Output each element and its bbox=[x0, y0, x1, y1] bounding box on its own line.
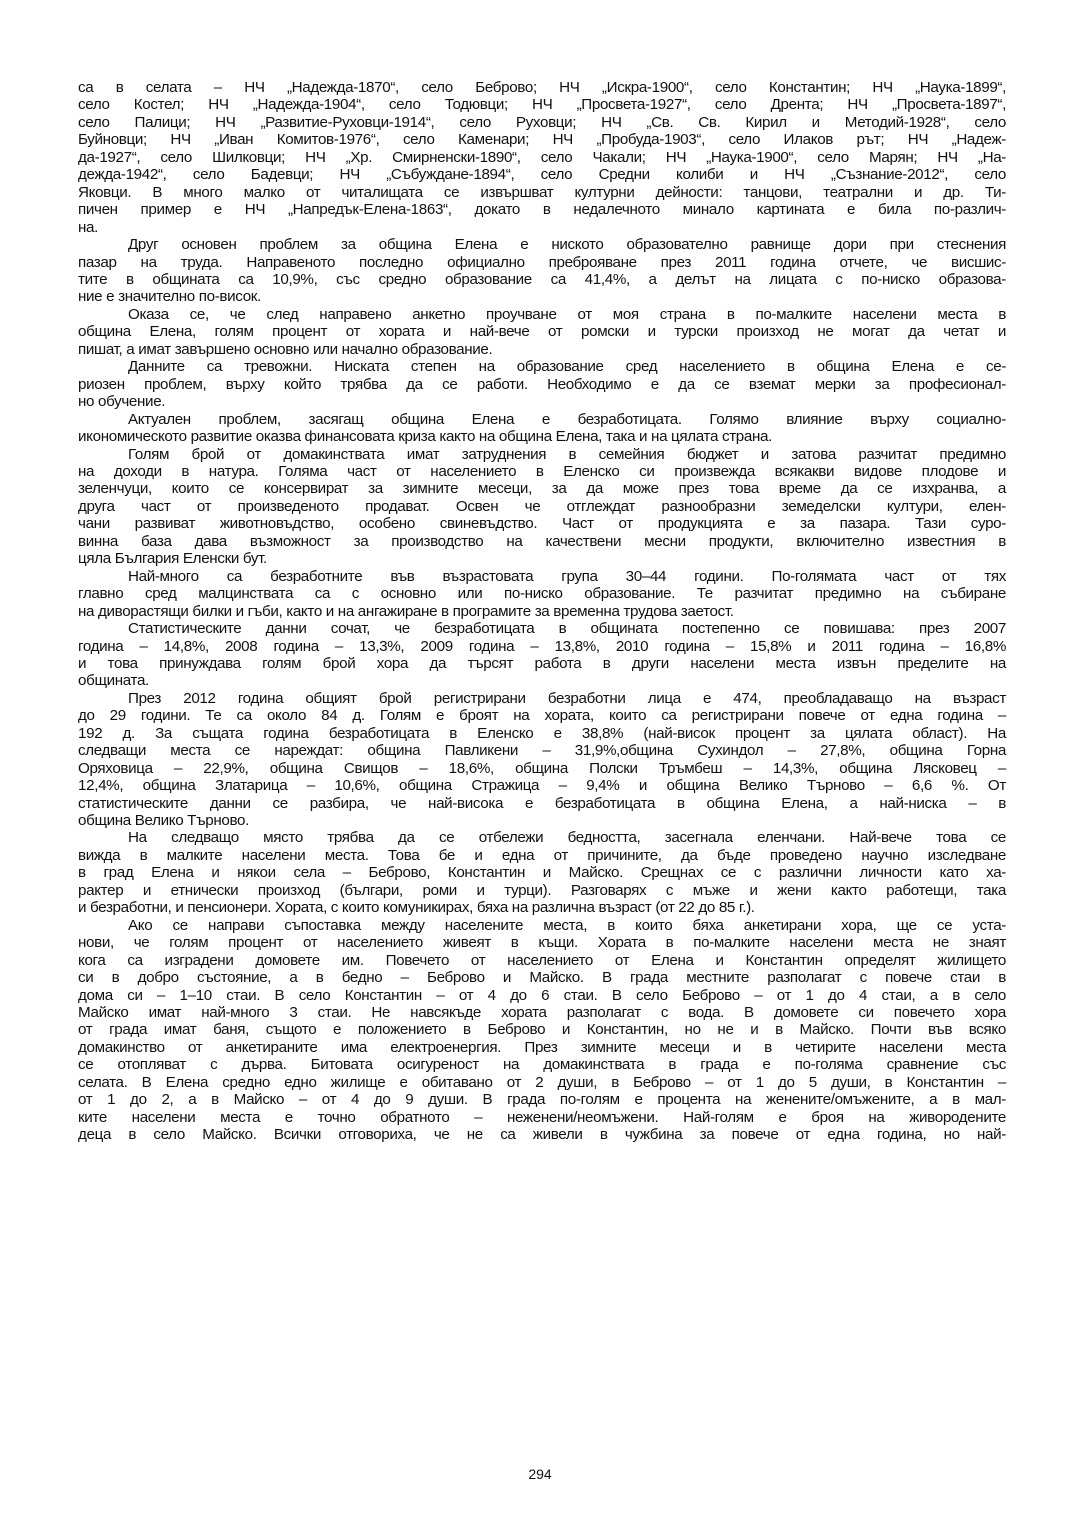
text-line: се отопляват с дърва. Битовата осигуреност на домакинствата в града е по-голяма сравнение със bbox=[78, 1056, 1006, 1074]
text-line: На следващо място трябва да се отбележи бедността, засегнала еленчани. Най-вече това се bbox=[128, 829, 1006, 847]
paragraph bbox=[78, 358, 1006, 410]
text-line: Оряховица – 22,9%, община Свищов – 18,6%, община Полски Тръмбеш – 14,3%, община Лясковец – bbox=[78, 759, 1006, 777]
text-line: но обучение. bbox=[78, 393, 166, 411]
text-line: пазар на труда. Направеното последно официално преброяване през 2011 година отчете, че висшис- bbox=[78, 253, 1006, 271]
text-line: на. bbox=[78, 218, 99, 236]
text-line: пишат, а имат завършено основно или начално образование. bbox=[78, 340, 493, 358]
text-line: Майско имат най-много 3 стаи. Не навсякъде хората разполагат с вода. В домовете си повечето хора bbox=[78, 1004, 1006, 1022]
text-line: дежда-1942“, село Бадевци; НЧ „Събуждане-1894“, село Средни колиби и НЧ „Съзнание-2012“, село bbox=[78, 166, 1006, 184]
paragraph bbox=[78, 620, 1006, 690]
text-line: следващи места се нареждат: община Павликени – 31,9%,община Сухиндол – 27,8%, община Горна bbox=[78, 742, 1006, 760]
text-line: Буйновци; НЧ „Иван Комитов-1976“, село Каменари; НЧ „Пробуда-1903“, село Илаков рът; НЧ „Надеж- bbox=[78, 131, 1006, 149]
text-line: 192 д. За същата година безработицата в Еленско е 38,8% (най-висок процент за цялата област). На bbox=[78, 724, 1006, 742]
text-line: ние е значително по-висок. bbox=[78, 288, 261, 306]
text-line: община Елена, голям процент от хората и най-вече от ромски и турски произход не могат да четат и bbox=[78, 323, 1006, 341]
page-number: 294 bbox=[528, 1466, 552, 1482]
text-line: Оказа се, че след направено анкетно проучване от моя страна в по-малките населени места в bbox=[128, 305, 1006, 323]
text-line: винна база дава възможност за производство на качествени месни продукти, включително известния в bbox=[78, 532, 1006, 550]
text-line: зеленчуци, които се консервират за зимните месеци, за да може през това време да се изхранва, а bbox=[78, 480, 1006, 498]
text-line: ките населени места е точно обратното – неженени/неомъжени. Най-голям е броя на живородените bbox=[78, 1108, 1006, 1126]
text-line: от 1 до 2, а в Майско – от 4 до 9 души. В града по-голям е процента на женените/омъжените, а в мал- bbox=[78, 1091, 1006, 1109]
text-line: пичен пример е НЧ „Напредък-Елена-1863“, докато в недалечното минало картината е била по-различ- bbox=[78, 201, 1006, 219]
text-line: Голям брой от домакинствата имат затруднения в семейния бюджет и затова разчитат предимно bbox=[128, 445, 1006, 463]
text-line: село Костел; НЧ „Надежда-1904“, село Тодювци; НЧ „Просвета-1927“, село Дрента; НЧ „Просвета-1897“, bbox=[78, 96, 1006, 114]
text-line: домакинство от анкетираните има електроенергия. През зимните месеци и в четирите населени места bbox=[78, 1038, 1006, 1056]
text-line: Друг основен проблем за община Елена е ниското образователно равнище дори при стеснения bbox=[128, 236, 1006, 254]
paragraph bbox=[78, 568, 1006, 620]
text-line: село Палици; НЧ „Развитие-Руховци-1914“, село Руховци; НЧ „Св. Св. Кирил и Методий-1928“, село bbox=[78, 113, 1006, 131]
text-line: година – 14,8%, 2008 година – 13,3%, 2009 година – 13,8%, 2010 година – 15,8% и 2011 година – 16,8% bbox=[78, 637, 1006, 655]
text-line: През 2012 година общият брой регистрирани безработни лица е 474, преобладаващо на възраст bbox=[128, 689, 1006, 707]
text-line: и безработни, и пенсионери. Хората, с които комуникирах, бяха на различна възраст (от 22 до 85 г.). bbox=[78, 899, 755, 917]
text-line: друга част от произведеното продават. Освен че отглеждат разнообразни земеделски култури, елен- bbox=[78, 497, 1006, 515]
text-line: дома си – 1–10 стаи. В село Константин – от 4 до 6 стаи. В село Беброво – от 1 до 4 стаи, а в село bbox=[78, 986, 1006, 1004]
paragraph bbox=[78, 917, 1006, 1144]
paragraph bbox=[78, 411, 1006, 446]
text-line: 12,4%, община Златарица – 10,6%, община Стражица – 9,4% и община Велико Търново – 6,6 %. От bbox=[78, 777, 1006, 795]
text-line: Ако се направи съпоставка между населените места, в които бяха анкетирани хора, ще се уста- bbox=[128, 916, 1006, 934]
text-line: нови, че голям процент от населението живеят в къщи. Хората в по-малките населени места не знаят bbox=[78, 934, 1006, 952]
text-line: в град Елена и някои села – Беброво, Константин и Майско. Срещнах се с различни личности като ха- bbox=[78, 864, 1006, 882]
text-line: са в селата – НЧ „Надежда-1870“, село Беброво; НЧ „Искра-1900“, село Константин; НЧ „Наука-1899“, bbox=[78, 79, 1006, 96]
text-line: главно сред малцинствата са с основно или по-ниско образование. Те разчитат предимно на събиране bbox=[78, 585, 1006, 603]
text-line: Най-много са безработните във възрастовата група 30–44 години. По-голямата част от тях bbox=[128, 567, 1006, 585]
text-line: до 29 години. Те са около 84 д. Голям е броят на хората, които са регистрирани повече от една година – bbox=[78, 707, 1006, 725]
text-line: от града имат баня, същото е положението в Беброво и Константин, но не и в Майско. Почти във всяко bbox=[78, 1021, 1006, 1039]
text-line: риозен проблем, върху който трябва да се работи. Необходимо е да се вземат мерки за професионал- bbox=[78, 375, 1006, 393]
text-line: Статистическите данни сочат, че безработицата в общината постепенно се повишава: през 2007 bbox=[128, 620, 1006, 638]
text-line: селата. В Елена средно едно жилище е обитавано от 2 души, в Беброво – от 1 до 5 души, в Константин – bbox=[78, 1073, 1006, 1091]
text-line: на доходи в натура. Голяма част от населението в Еленско си произвежда всякакви видове плодове и bbox=[78, 462, 1006, 480]
text-line: и това принуждава голям брой хора да търсят работа в други населени места извън пределите на bbox=[78, 654, 1006, 672]
text-line: рактер и етнически произход (българи, роми и турци). Разговарях с мъже и жени както работещи, така bbox=[78, 881, 1006, 899]
text-line: статистическите данни се разбира, че най-висока е безработицата в община Елена, а най-ниска – в bbox=[78, 794, 1006, 812]
paragraph bbox=[78, 236, 1006, 306]
text-line: цяла България Еленски бут. bbox=[78, 550, 267, 568]
text-line: да-1927“, село Шилковци; НЧ „Хр. Смирненски-1890“, село Чакали; НЧ „Наука-1900“, село Марян; НЧ „На- bbox=[78, 148, 1006, 166]
paragraph bbox=[78, 79, 1006, 236]
text-line: Актуален проблем, засягащ община Елена е безработицата. Голямо влияние върху социално- bbox=[128, 410, 1006, 428]
text-line: си в добро състояние, а в бедно – Беброво и Майско. В града местните разполагат с повече стаи в bbox=[78, 969, 1006, 987]
text-line: икономическото развитие оказва финансовата криза както на община Елена, така и на цялата страна. bbox=[78, 428, 772, 446]
text-line: на диворастящи билки и гъби, както и на ангажиране в програмите за временна трудова заетост. bbox=[78, 602, 734, 620]
text-line: кога са изградени домовете им. Повечето от населението от Елена и Константин определят жилището bbox=[78, 951, 1006, 969]
text-line: Данните са тревожни. Ниската степен на образование сред населението в община Елена е се- bbox=[128, 358, 1006, 376]
paragraph bbox=[78, 306, 1006, 358]
page-body bbox=[78, 79, 1006, 1144]
text-line: общината. bbox=[78, 672, 149, 690]
text-line: деца в село Майско. Всички отговориха, че не са живели в чужбина за повече от една година, но най- bbox=[78, 1126, 1006, 1144]
text-line: община Велико Търново. bbox=[78, 812, 249, 830]
paragraph bbox=[78, 829, 1006, 916]
text-line: вижда в малките населени места. Това бе и една от причините, да бъде проведено научно изследване bbox=[78, 846, 1006, 864]
text-line: Яковци. В много малко от читалищата се извършват културни дейности: танцови, театрални и др. Ти- bbox=[78, 183, 1006, 201]
text-line: чани развиват животновъдство, особено свиневъдство. Част от продукцията е за пазара. Тази суро- bbox=[78, 515, 1006, 533]
text-line: тите в общината са 10,9%, със средно образование са 41,4%, а делът на лицата с по-ниско образова- bbox=[78, 270, 1006, 288]
paragraph bbox=[78, 690, 1006, 830]
paragraph bbox=[78, 446, 1006, 568]
